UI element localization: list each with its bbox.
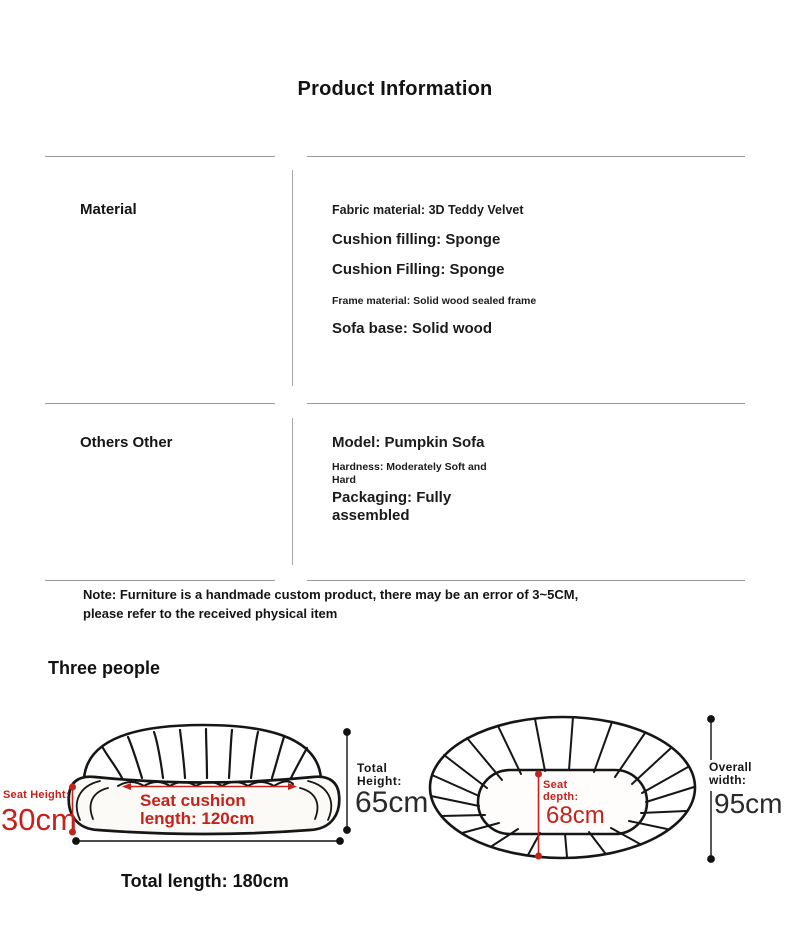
spec-item: Packaging: Fully assembled (332, 489, 452, 524)
seat-depth-value: 68cm (546, 802, 605, 829)
spec-item: Cushion filling: Sponge (332, 231, 501, 248)
seat-depth-label: Seat depth: (543, 779, 579, 803)
spec-item: Frame material: Solid wood sealed frame (332, 295, 537, 307)
row-border-line (307, 156, 745, 157)
spec-row-label-others: Others Other (80, 434, 173, 451)
note-text (83, 585, 723, 623)
spec-row-label-material: Material (80, 201, 137, 218)
column-divider-line (292, 170, 293, 386)
spec-item: Hardness: Moderately Soft and Hard (332, 461, 487, 486)
page-title: Product Information (297, 78, 493, 100)
row-border-line (307, 580, 745, 581)
total-height-label: Total Height: (357, 761, 402, 788)
seat-height-label: Seat Height: (3, 789, 70, 801)
row-border-line (45, 580, 275, 581)
section-heading: Three people (48, 658, 161, 678)
total-length-label: Total length: 180cm (121, 871, 289, 891)
spec-item: Sofa base: Solid wood (332, 320, 493, 337)
row-border-line (307, 403, 745, 404)
spec-item: Model: Pumpkin Sofa (332, 434, 485, 451)
note-line-1: Note: Furniture is a handmade custom product, there may be an error of 3~5CM, (83, 587, 579, 602)
spec-item: Fabric material: 3D Teddy Velvet (332, 203, 524, 217)
spec-item: Cushion Filling: Sponge (332, 261, 505, 278)
row-border-line (45, 403, 275, 404)
total-length-dimension-line (73, 838, 344, 845)
column-divider-line (292, 418, 293, 565)
overall-width-value: 95cm (714, 788, 783, 819)
total-height-value: 65cm (355, 786, 429, 819)
overall-width-label: Overall width: (709, 761, 765, 787)
note-line-2: please refer to the received physical item (83, 606, 338, 621)
total-height-dimension-line (344, 729, 351, 834)
seat-height-value: 30cm (1, 802, 77, 837)
row-border-line (45, 156, 275, 157)
seat-cushion-length-label: Seat cushion length: 120cm (140, 791, 255, 828)
